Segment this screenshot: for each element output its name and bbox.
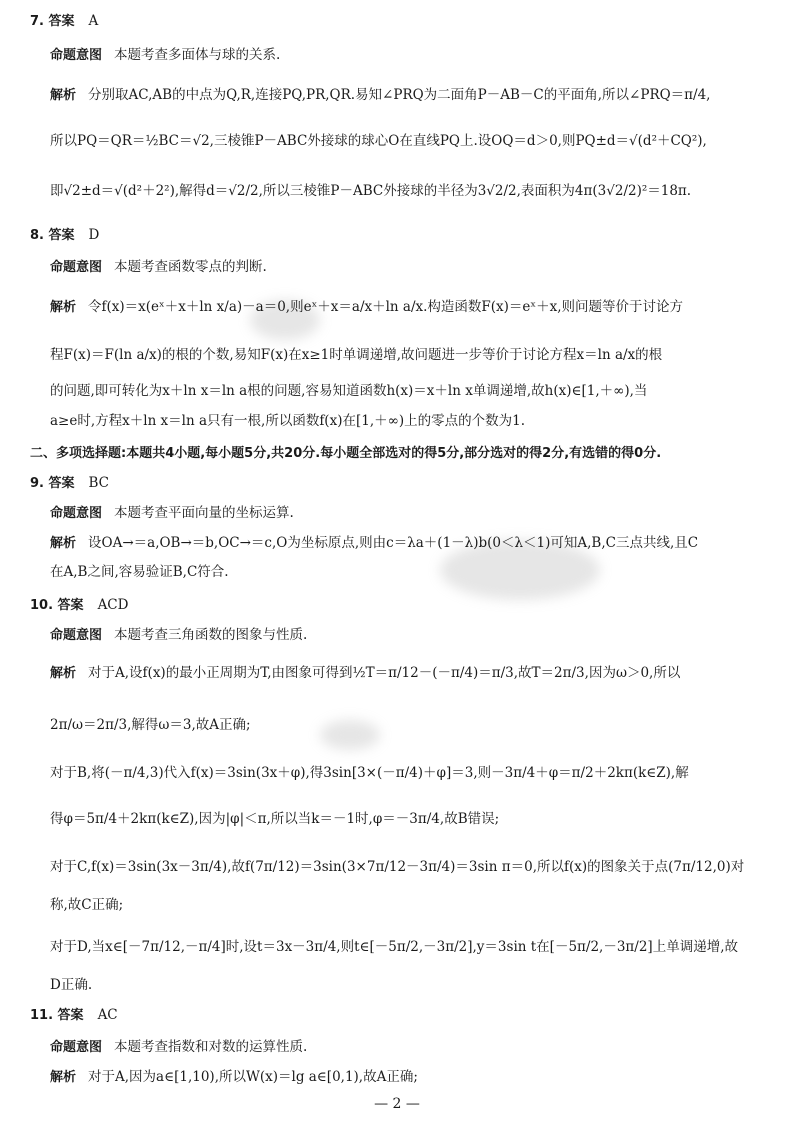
answer-value: D: [88, 227, 100, 243]
intent-label: 命题意图: [50, 506, 103, 521]
analysis-text: 对于A,因为a∈[1,10),所以W(x)＝lg a∈[0,1),故A正确;: [88, 1069, 418, 1085]
section-heading: [30, 444, 770, 463]
answer-value: AC: [97, 1007, 118, 1023]
answer-value: ACD: [97, 597, 129, 613]
question-10-answer: [30, 596, 770, 615]
intent-line: [50, 1038, 770, 1057]
intent-line: [50, 46, 770, 65]
analysis-text: 对于B,将(－π/4,3)代入f(x)＝3sin(3x＋φ),得3sin[3×(－π/4)＋φ]＝3,则－3π/4＋φ＝π/2＋2kπ(k∈Z),解: [50, 765, 689, 781]
analysis-label: 解析: [50, 666, 77, 681]
analysis-line: [50, 976, 770, 994]
analysis-label: 解析: [50, 88, 77, 103]
analysis-line: [50, 534, 770, 553]
question-7-answer: [30, 12, 770, 31]
analysis-text: 在A,B之间,容易验证B,C符合.: [50, 564, 229, 580]
intent-line: [50, 626, 770, 645]
analysis-text: 设OA→＝a,OB→＝b,OC→＝c,O为坐标原点,则由c＝λa＋(1－λ)b(0＜λ＜1)可知A,B,C三点共线,且C: [88, 535, 699, 551]
page-number: — 2 —: [374, 1096, 420, 1112]
analysis-line: [50, 182, 770, 200]
analysis-text: 对于D,当x∈[－7π/12,－π/4]时,设t＝3x－3π/4,则t∈[－5π/2,－3π/2],y＝3sin t在[－5π/2,－3π/2]上单调递增,故: [50, 939, 738, 955]
analysis-line: [50, 86, 770, 105]
analysis-line: [50, 764, 770, 782]
analysis-line: [50, 716, 770, 734]
question-number: 11. 答案: [30, 1008, 84, 1023]
analysis-text: 对于A,设f(x)的最小正周期为T,由图象可得到½T＝π/12－(－π/4)＝π/3,故T＝2π/3,因为ω＞0,所以: [88, 665, 681, 681]
analysis-line: [50, 858, 770, 876]
analysis-line: [50, 810, 770, 828]
section-heading-text: 二、多项选择题:本题共4小题,每小题5分,共20分.每小题全部选对的得5分,部分选对的得2分,有选错的得0分.: [30, 446, 662, 461]
analysis-line: [50, 938, 770, 956]
analysis-line: [50, 664, 770, 683]
intent-text: 本题考查三角函数的图象与性质.: [114, 627, 308, 643]
analysis-line: [50, 298, 770, 317]
analysis-text: 分别取AC,AB的中点为Q,R,连接PQ,PR,QR.易知∠PRQ为二面角P－AB－C的平面角,所以∠PRQ＝π/4,: [88, 87, 711, 103]
analysis-line: [50, 346, 770, 364]
analysis-text: 的问题,即可转化为x＋ln x＝ln a根的问题,容易知道函数h(x)＝x＋ln x单调递增,故h(x)∈[1,＋∞),当: [50, 383, 648, 399]
intent-label: 命题意图: [50, 260, 103, 275]
question-9-answer: [30, 474, 770, 493]
intent-line: [50, 258, 770, 277]
intent-label: 命题意图: [50, 628, 103, 643]
question-number: 10. 答案: [30, 598, 84, 613]
analysis-text: 称,故C正确;: [50, 897, 124, 913]
analysis-line: [50, 896, 770, 914]
analysis-text: 即√2±d＝√(d²＋2²),解得d＝√2/2,所以三棱锥P－ABC外接球的半径为3√2/2,表面积为4π(3√2/2)²＝18π.: [50, 183, 692, 199]
intent-text: 本题考查多面体与球的关系.: [114, 47, 281, 63]
intent-text: 本题考查指数和对数的运算性质.: [114, 1039, 308, 1055]
question-number: 7. 答案: [30, 14, 75, 29]
intent-text: 本题考查平面向量的坐标运算.: [114, 505, 294, 521]
answer-value: BC: [88, 475, 110, 491]
question-8-answer: [30, 226, 770, 245]
analysis-text: D正确.: [50, 977, 93, 993]
analysis-line: [50, 382, 770, 400]
analysis-text: 得φ＝5π/4＋2kπ(k∈Z),因为|φ|＜π,所以当k＝－1时,φ＝－3π/4,故B错误;: [50, 811, 500, 827]
analysis-line: [50, 563, 770, 581]
intent-label: 命题意图: [50, 1040, 103, 1055]
question-number: 8. 答案: [30, 228, 75, 243]
analysis-text: 令f(x)＝x(eˣ＋x＋ln x/a)－a＝0,则eˣ＋x＝a/x＋ln a/x.构造函数F(x)＝eˣ＋x,则问题等价于讨论方: [88, 299, 684, 315]
analysis-text: 2π/ω＝2π/3,解得ω＝3,故A正确;: [50, 717, 251, 733]
analysis-label: 解析: [50, 1070, 77, 1085]
intent-text: 本题考查函数零点的判断.: [114, 259, 267, 275]
analysis-text: a≥e时,方程x＋ln x＝ln a只有一根,所以函数f(x)在[1,＋∞)上的零点的个数为1.: [50, 413, 525, 429]
question-number: 9. 答案: [30, 476, 75, 491]
analysis-line: [50, 1068, 770, 1087]
analysis-label: 解析: [50, 300, 77, 315]
analysis-label: 解析: [50, 536, 77, 551]
analysis-text: 所以PQ＝QR＝½BC＝√2,三棱锥P－ABC外接球的球心O在直线PQ上.设OQ＝d＞0,则PQ±d＝√(d²＋CQ²),: [50, 133, 707, 149]
intent-label: 命题意图: [50, 48, 103, 63]
analysis-text: 程F(x)＝F(ln a/x)的根的个数,易知F(x)在x≥1时单调递增,故问题进一步等价于讨论方程x＝ln a/x的根: [50, 347, 663, 363]
question-11-answer: [30, 1006, 770, 1025]
answer-value: A: [88, 13, 99, 29]
intent-line: [50, 504, 770, 523]
analysis-text: 对于C,f(x)＝3sin(3x－3π/4),故f(7π/12)＝3sin(3×7π/12－3π/4)＝3sin π＝0,所以f(x)的图象关于点(7π/12,0)对: [50, 859, 745, 875]
analysis-line: [50, 412, 770, 430]
analysis-line: [50, 132, 770, 150]
